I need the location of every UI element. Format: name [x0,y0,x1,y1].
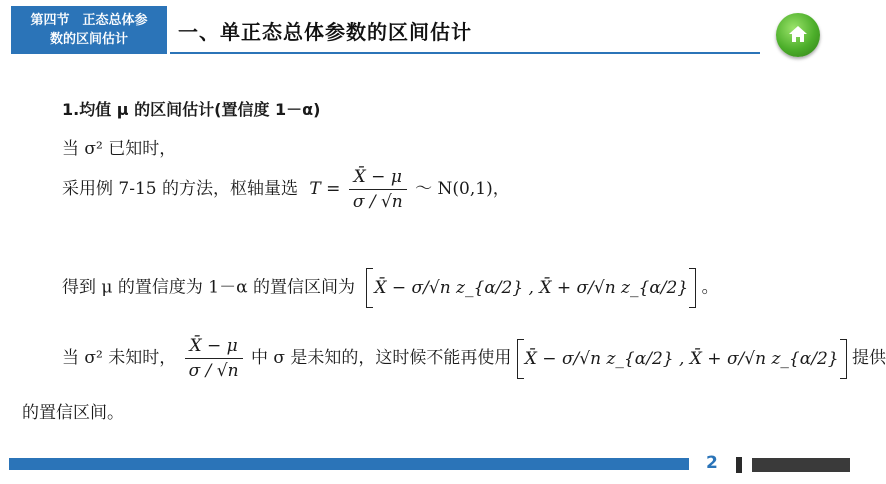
unknown-fraction [185,336,243,381]
page-title: 一、单正态总体参数的区间估计 [178,20,472,44]
pivot-denominator: σ / √n [352,192,403,212]
unknown-variance-line [62,336,886,381]
section-label-line2: 数的区间估计 [49,32,128,47]
unknown-suffix: 提供 [851,348,886,368]
pivot-prefix: 采用例 7-15 的方法，枢轴量选 [62,179,298,199]
known-variance-line: 当 σ² 已知时， [62,139,177,159]
unknown-middle: 中 σ 是未知的，这时候不能再使用 [250,348,512,368]
interval-suffix: 。 [701,277,719,298]
pivot-fraction [349,167,407,212]
interval-line [62,268,719,308]
pivot-T: T = [309,179,341,199]
unknown-prefix: 当 σ² 未知时， [62,348,177,368]
pivot-line [62,167,510,212]
unknown-denominator: σ / √n [188,361,239,381]
footer-divider [736,457,742,473]
unknown-numerator: X̄ − μ [185,336,243,359]
heading: 1.均值 μ 的区间估计(置信度 1－α) [62,100,321,119]
unknown-interval-expression: X̄ − σ/√n z_{α/2} , X̄ + σ/√n z_{α/2} [517,339,847,379]
page-number: 2 [706,453,718,473]
footer-bar [9,458,689,470]
interval-prefix: 得到 μ 的置信度为 1－α 的置信区间为 [62,277,355,298]
pivot-suffix: ～ N(0,1)， [415,179,510,199]
pivot-numerator: X̄ − μ [349,167,407,190]
section-label-line1: 第四节 正态总体参 [30,13,148,28]
interval-expression: X̄ − σ/√n z_{α/2} , X̄ + σ/√n z_{α/2} [366,268,696,308]
footer-block [752,458,850,472]
closing-line: 的置信区间。 [22,403,124,423]
